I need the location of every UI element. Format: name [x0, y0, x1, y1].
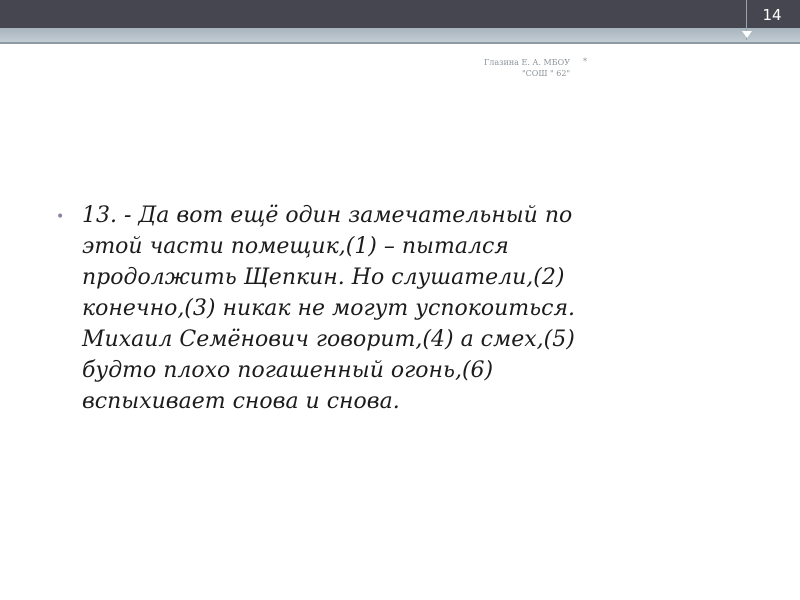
slide-header-bar: [0, 0, 800, 28]
author-line-2: "СОШ " 62": [522, 69, 571, 78]
triangle-marker-icon: [742, 31, 752, 38]
bullet-icon: •: [56, 209, 65, 225]
author-footer: [484, 57, 570, 79]
author-star: *: [583, 57, 587, 66]
slide-content: [56, 200, 756, 417]
author-line-1: Глазина Е. А. МБОУ: [484, 58, 570, 67]
page-number: 14: [762, 6, 782, 24]
slide-accent-line: [0, 42, 800, 44]
slide-accent-band: [0, 28, 800, 42]
slide-body-text: 13. - Да вот ещё один замечательный по этой части помещик,(1) – пытался продолжить Щепкин. Но слушатели,(2) конечно,(3) никак не могут успокоиться. Михаил Семёнович говорит,(4) а смех,(5) будто плохо погашенный огонь,(6) вспыхивает снова и снова.: [82, 203, 576, 414]
